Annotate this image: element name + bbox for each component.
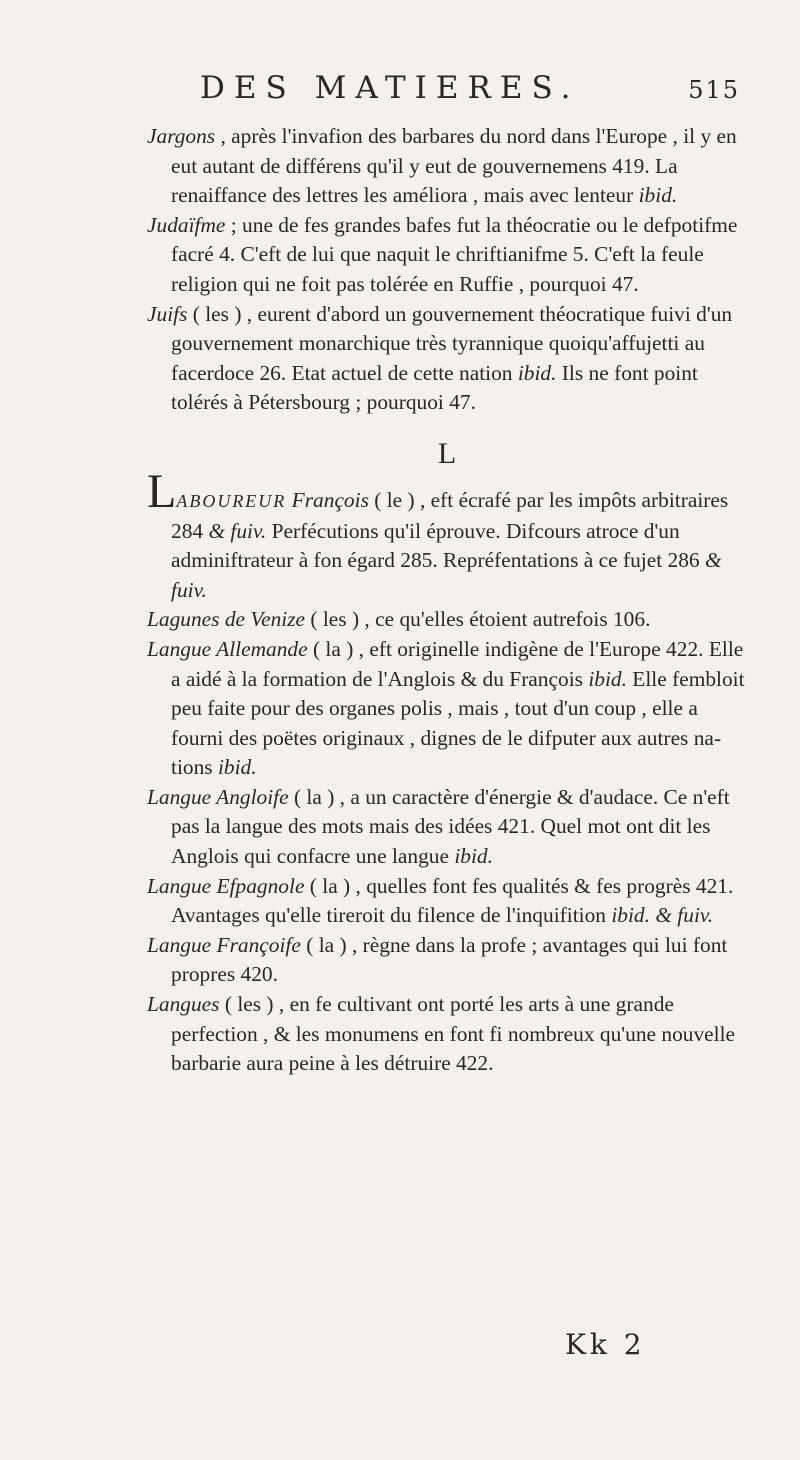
entry-text-cont: Perfécutions qu'il éprouve. Difcours atroce d'un adminiftrateur à fon égard 285. Repréfentations à ce fujet 286 bbox=[171, 518, 705, 573]
entry-ref: ibid. bbox=[588, 666, 627, 691]
entry-head: Jargons bbox=[147, 124, 216, 148]
entry-ref-2: & fuiv. bbox=[171, 548, 722, 602]
drop-cap: L bbox=[147, 464, 177, 518]
entry-head: Langue Efpagnole bbox=[147, 873, 305, 898]
entry-text: ( les ) , ce qu'elles étoient autrefois 106. bbox=[305, 607, 651, 632]
index-entry-judaisme bbox=[147, 211, 747, 300]
entry-ref: & fuiv. bbox=[208, 518, 267, 543]
entry-head: Judaïfme bbox=[147, 212, 226, 237]
entry-text: ( la ) , quelles font fes qualités & fes progrès 421. Avantages qu'elle tireroit du filence de l'inquifition bbox=[171, 873, 734, 928]
entry-text: ( la ) , règne dans la profe ; avantages qui lui font propres 420. bbox=[171, 932, 728, 987]
entry-text: ; une de fes grandes bafes fut la théocratie ou le defpotifme facré 4. C'eft de lui que naquit le chriftianifme 5. C'eft la feule religion qui ne foit pas tolérée en Ruffie , pourquoi 47. bbox=[171, 212, 738, 296]
entry-text: ( la ) , a un caractère d'énergie & d'audace. Ce n'eft pas la langue des mots mais des idées 421. Quel mot ont dit les Anglois qui confacre une langue bbox=[171, 784, 730, 869]
entry-ref: ibid. bbox=[517, 360, 557, 385]
entry-head: Juifs bbox=[147, 301, 188, 326]
index-entry-langue-allemande bbox=[147, 635, 747, 783]
entry-text: ( les ) , eurent d'abord un gouvernement théocratique fuivi d'un gouvernement monarchique très tyrannique quoiqu'affujetti au facerdoce 26. Etat actuel de cette nation bbox=[171, 301, 733, 385]
index-entry-langue-angloise bbox=[147, 783, 747, 872]
entry-head: Lagunes de Venize bbox=[147, 607, 306, 632]
section-letter: L bbox=[437, 436, 457, 470]
index-entry-juifs bbox=[147, 300, 747, 418]
entry-text-cont: Ils ne font point tolérés à Pétersbourg ; pourquoi 47. bbox=[171, 360, 698, 415]
index-entry-langue-francoise bbox=[147, 931, 747, 990]
entry-head: Langue Angloife bbox=[147, 784, 289, 809]
index-entry-langues bbox=[147, 990, 747, 1079]
entry-ref: ibid. bbox=[638, 183, 678, 208]
entry-head: Langue Allemande bbox=[147, 636, 308, 661]
entry-text: ( le ) , eft écrafé par les impôts arbitraires 284 bbox=[171, 487, 729, 543]
index-entry-jargons bbox=[147, 122, 747, 211]
entry-head: François bbox=[286, 487, 369, 512]
index-entry-langue-espagnole bbox=[147, 872, 747, 931]
entry-text: , après l'invafion des barbares du nord dans l'Europe , il y en eut autant de différens qu'il y eut de gouvernemens 419. La renaiffance des lettres les améliora , mais avec lenteur bbox=[171, 124, 737, 208]
entry-text: ( les ) , en fe cultivant ont porté les arts à une grande perfection , & les monumens en font fi nombreux qu'une nouvelle barbarie aura peine à les détruire 422. bbox=[171, 992, 736, 1076]
page-number: 515 bbox=[688, 76, 740, 104]
entry-ref: ibid. bbox=[454, 844, 493, 869]
index-entry-lagunes bbox=[147, 605, 747, 635]
entry-head: Langues bbox=[147, 992, 220, 1017]
entry-ref: ibid. & fuiv. bbox=[611, 903, 714, 928]
index-entry-laboureur bbox=[147, 464, 747, 605]
index-body bbox=[147, 122, 747, 1079]
entry-text-cont: Elle fembloit peu faite pour des organes polis , mais , tout d'un coup , elle a fourni des poëtes originaux , dignes de le difputer aux autres nations bbox=[171, 666, 745, 780]
header-title: DES MATIERES. bbox=[200, 70, 580, 106]
entry-head: Langue Françoife bbox=[147, 932, 301, 957]
entry-text: ( la ) , eft originelle indigène de l'Europe 422. Elle a aidé à la formation de l'Anglois & du François bbox=[171, 636, 744, 691]
signature-mark: Kk 2 bbox=[565, 1328, 646, 1361]
running-header bbox=[140, 70, 740, 110]
entry-ref-2: ibid. bbox=[217, 755, 257, 780]
entry-head-caps: ABOUREUR bbox=[176, 490, 287, 511]
